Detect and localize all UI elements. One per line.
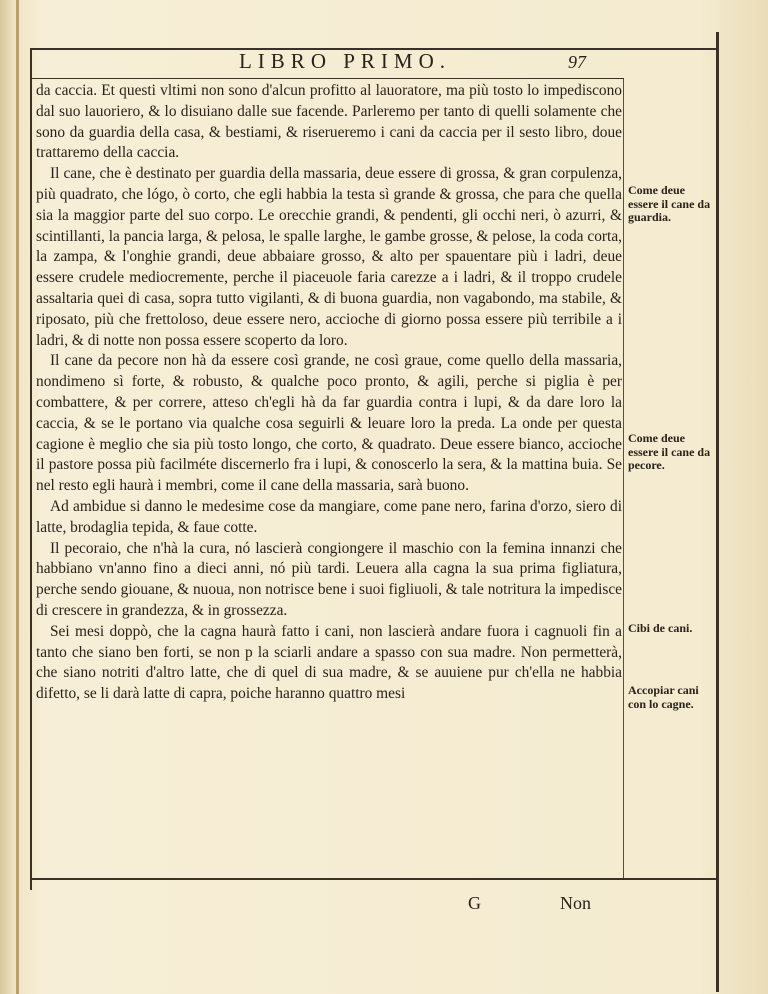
header-rule: [30, 78, 624, 79]
page-gutter-edge: [16, 0, 19, 994]
paragraph: Il pecoraio, che n'hà la cura, nó lascierà congiongere il maschio con la femina innanzi che habbiano vn'anno fino a dieci anni, nó più tardi. Leuera alla cagna la sua prima figliatura, perche sendo giouane, & nuoua, non notrisce bene i suoi figliuoli, & tale notritura la impedisce di crescere in grandezza, & in grossezza.: [36, 539, 622, 619]
bottom-frame-rule: [30, 878, 718, 880]
marginal-note-guard-dog: Come deue essere il cane da guardia.: [628, 183, 711, 224]
running-head: LIBRO PRIMO.: [238, 49, 452, 73]
paragraph: da caccia. Et questi vltimi non sono d'alcun profitto al lauoratore, ma più tosto lo impediscono dal suo lauoriero, & lo disuiano dalle sue facende. Parleremo per tanto di quelli solamente che sono da guardia della casa, & bestiami, & riserueremo i cani da caccia per il sesto libro, doue trattaremo della caccia.: [36, 82, 622, 162]
signature-mark: G: [468, 893, 481, 913]
page-number: 97: [568, 52, 586, 72]
margin-divider-rule: [623, 78, 624, 878]
paragraph: Il cane, che è destinato per guardia della massaria, deue essere di grossa, & gran corpulenza, più quadrato, che lógo, ò corto, che egli habbia la testa sì grande & grossa, che para che quella sia la maggior parte del suo corpo. Le orecchie grandi, & pendenti, gli occhi neri, ò azurri, & scintillanti, la pancia larga, & pelosa, le spalle larghe, le gambe grosse, & pelose, la coda corta, la zampa, & l'onghie grandi, deue abbaiare grosso, & alto per spauentare più i ladri, deue essere crudele mediocremente, perche il piaceuole faria carezze a i ladri, & il troppo crudele assaltaria quei di casa, sopra tutto vigilanti, & di buona guardia, non vagabondo, ma stabile, & riposato, più che frettoloso, deue essere nero, accioche di giorno possa essere più terribile a i ladri, & di notte non possa essere scoperto da loro.: [36, 165, 622, 349]
main-text-block: [36, 81, 622, 705]
marginal-note-sheep-dog: Come deue essere il cane da pecore.: [628, 431, 711, 472]
paragraph: Il cane da pecore non hà da essere così grande, ne così graue, come quello della massaria, nondimeno sì forte, & robusto, & qualche poco pronto, & agili, perche si piglia è per combattere, & per correre, atteso ch'egli hà da far guardia contra i lupi, & da dare loro la caccia, & se le portano via qualche cosa seguirli & leuare loro la preda. La onde per questa cagione è meglio che sia più tosto longo, che corto, & quadrato. Deue essere bianco, accioche il pastore possa più facilméte discernerlo fra i lupi, & conoscerlo la sera, & la mattina buia. Se nel resto egli haurà i membri, come il cane della massaria, sarà buono.: [36, 352, 622, 495]
marginal-note-dog-food: Cibi de cani.: [628, 621, 693, 635]
catchword: Non: [560, 893, 591, 913]
marginal-note-breeding: Accopiar cani con lo cagne.: [628, 683, 699, 711]
left-frame-rule: [30, 48, 32, 890]
paragraph: Sei mesi doppò, che la cagna haurà fatto i cani, non lascierà andare fuora i cagnuoli fin a tanto che siano ben forti, se non p la sciarli andare a spasso con sua madre. Non permetterà, che siano notriti d'altro latte, che di quel di sua madre, & se auuiene pur ch'ella ne habbia difetto, se li darà latte di capra, poiche haranno quattro mesi: [36, 622, 622, 703]
right-frame-rule: [716, 32, 719, 992]
paragraph: Ad ambidue si danno le medesime cose da mangiare, come pane nero, farina d'orzo, siero di latte, brodaglia tepida, & faue cotte.: [36, 497, 622, 536]
